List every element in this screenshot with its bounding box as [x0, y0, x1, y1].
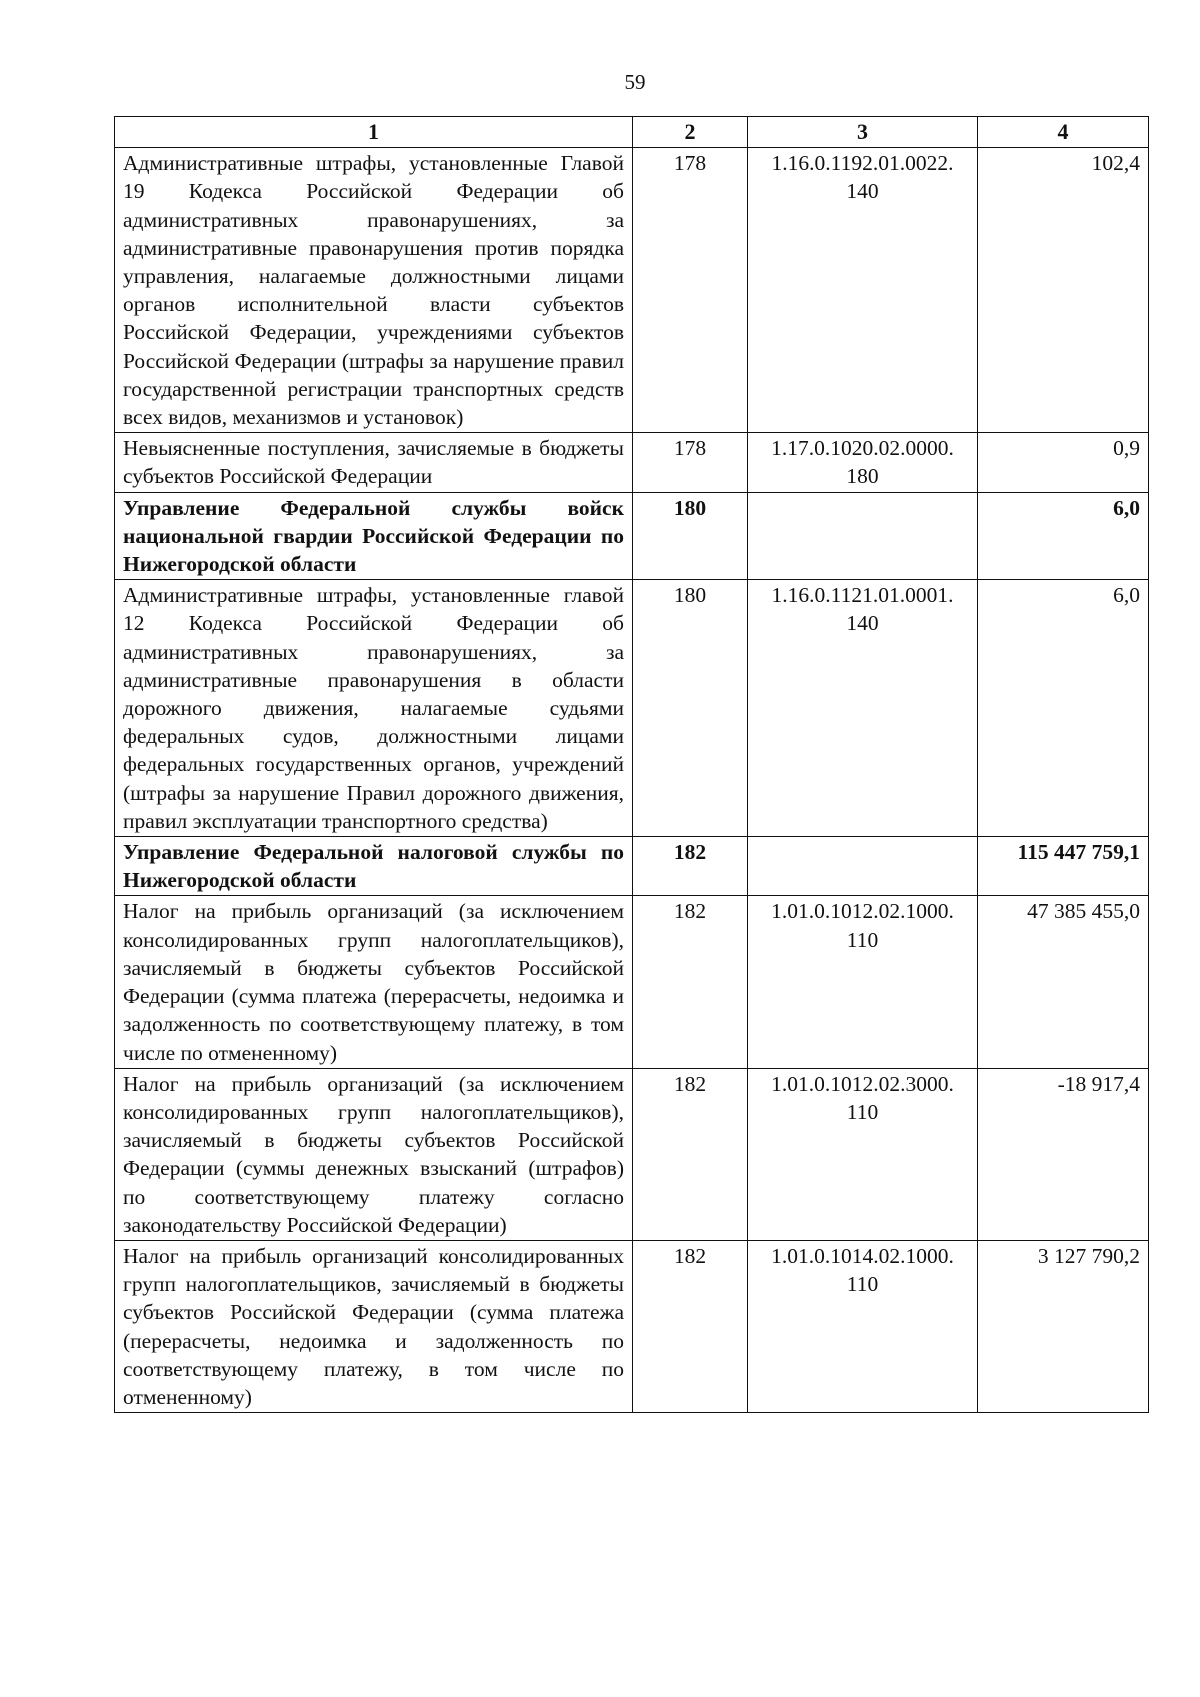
table-row-administrator	[115, 837, 1149, 896]
administrator-code-cell: 182	[633, 1068, 748, 1240]
table-row	[115, 148, 1149, 433]
revenue-name-cell: Административные штрафы, установленные Главой 19 Кодекса Российской Федерации об административных правонарушениях, за административные правонарушения против порядка управления, налагаемые должностными лицами органов исполнительной власти субъектов Российской Федерации, учреждениями субъектов Российской Федерации (штрафы за нарушение правил государственной регистрации транспортных средств всех видов, механизмов и установок)	[115, 148, 633, 433]
table-row	[115, 896, 1149, 1068]
classification-code-cell	[748, 837, 978, 896]
amount-cell: -18 917,4	[978, 1068, 1149, 1240]
administrator-code-cell: 182	[633, 837, 748, 896]
amount-cell: 102,4	[978, 148, 1149, 433]
revenue-name-cell: Невыясненные поступления, зачисляемые в бюджеты субъектов Российской Федерации	[115, 433, 633, 492]
column-header-classification-code: 3	[748, 117, 978, 148]
administrator-code-cell: 182	[633, 896, 748, 1068]
table-header-row	[115, 117, 1149, 148]
revenue-name-cell: Налог на прибыль организаций консолидированных групп налогоплательщиков, зачисляемый в бюджеты субъектов Российской Федерации (сумма платежа (перерасчеты, недоимка и задолженность по соответствующему платежу, в том числе по отмененному)	[115, 1240, 633, 1412]
classification-code-cell: 1.01.0.1012.02.3000. 110	[748, 1068, 978, 1240]
column-header-name: 1	[115, 117, 633, 148]
column-header-admin-code: 2	[633, 117, 748, 148]
administrator-code-cell: 178	[633, 148, 748, 433]
table-row-administrator	[115, 492, 1149, 580]
administrator-code-cell: 182	[633, 1240, 748, 1412]
classification-code-cell: 1.01.0.1014.02.1000. 110	[748, 1240, 978, 1412]
table-row	[115, 1068, 1149, 1240]
amount-cell: 6,0	[978, 580, 1149, 837]
table-row	[115, 1240, 1149, 1412]
amount-total-cell: 6,0	[978, 492, 1149, 580]
administrator-name-cell: Управление Федеральной службы войск национальной гвардии Российской Федерации по Нижегородской области	[115, 492, 633, 580]
amount-cell: 47 385 455,0	[978, 896, 1149, 1068]
administrator-code-cell: 178	[633, 433, 748, 492]
amount-total-cell: 115 447 759,1	[978, 837, 1149, 896]
revenue-name-cell: Налог на прибыль организаций (за исключением консолидированных групп налогоплательщиков), зачисляемый в бюджеты субъектов Российской Федерации (суммы денежных взысканий (штрафов) по соответствующему платежу согласно законодательству Российской Федерации)	[115, 1068, 633, 1240]
classification-code-cell: 1.01.0.1012.02.1000. 110	[748, 896, 978, 1068]
column-header-amount: 4	[978, 117, 1149, 148]
administrator-name-cell: Управление Федеральной налоговой службы по Нижегородской области	[115, 837, 633, 896]
administrator-code-cell: 180	[633, 580, 748, 837]
page-number: 59	[624, 70, 646, 94]
table-row	[115, 580, 1149, 837]
administrator-code-cell: 180	[633, 492, 748, 580]
revenue-name-cell: Налог на прибыль организаций (за исключением консолидированных групп налогоплательщиков), зачисляемый в бюджеты субъектов Российской Федерации (сумма платежа (перерасчеты, недоимка и задолженность по соответствующему платежу, в том числе по отмененному)	[115, 896, 633, 1068]
revenue-name-cell: Административные штрафы, установленные главой 12 Кодекса Российской Федерации об административных правонарушениях, за административные правонарушения в области дорожного движения, налагаемые судьями федеральных судов, должностными лицами федеральных государственных органов, учреждений (штрафы за нарушение Правил дорожного движения, правил эксплуатации транспортного средства)	[115, 580, 633, 837]
budget-revenue-table	[114, 116, 1149, 1413]
classification-code-cell	[748, 492, 978, 580]
classification-code-cell: 1.17.0.1020.02.0000. 180	[748, 433, 978, 492]
table-row	[115, 433, 1149, 492]
classification-code-cell: 1.16.0.1121.01.0001. 140	[748, 580, 978, 837]
amount-cell: 3 127 790,2	[978, 1240, 1149, 1412]
classification-code-cell: 1.16.0.1192.01.0022. 140	[748, 148, 978, 433]
amount-cell: 0,9	[978, 433, 1149, 492]
